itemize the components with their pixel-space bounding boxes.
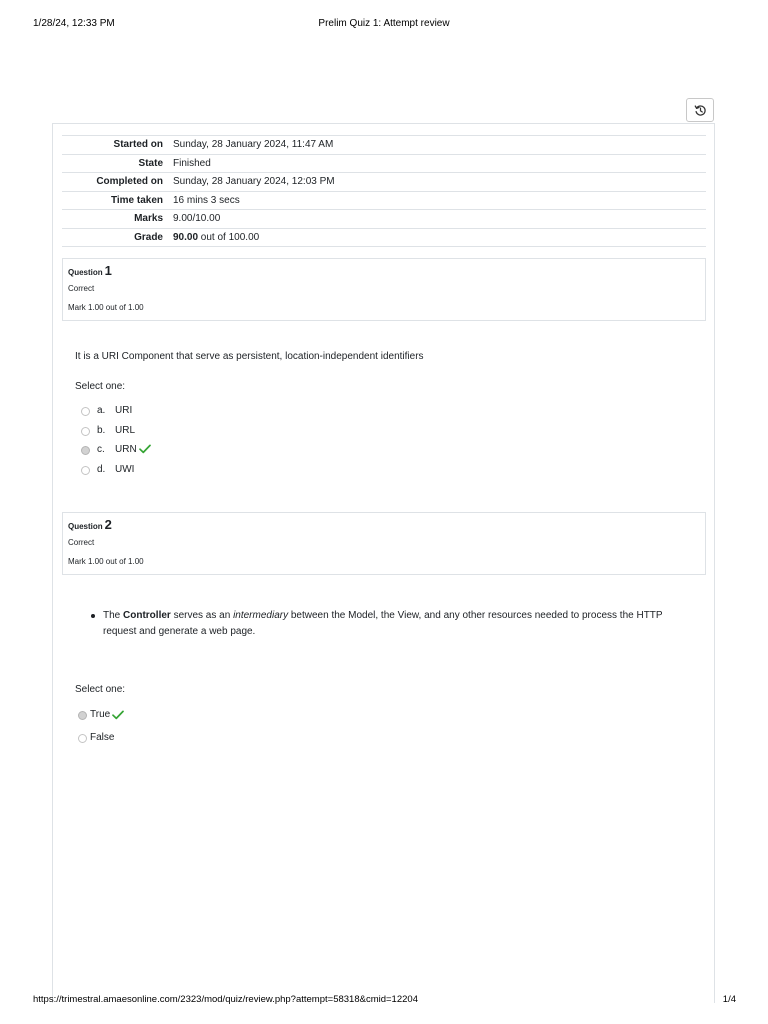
question-title	[68, 263, 112, 278]
answer-label: True	[90, 709, 111, 720]
print-page-number: 1/4	[722, 994, 736, 1005]
question-number: 2	[104, 517, 112, 532]
attempt-summary-table	[62, 135, 706, 247]
answer-label: UWI	[115, 464, 135, 475]
question-mark: Mark 1.00 out of 1.00	[68, 557, 144, 566]
answer-option-false[interactable]	[78, 731, 114, 745]
text-italic: intermediary	[233, 610, 289, 621]
print-url: https://trimestral.amaesonline.com/2323/mod/quiz/review.php?attempt=58318&cmid=12204	[33, 994, 418, 1005]
summary-value: Sunday, 28 January 2024, 12:03 PM	[173, 173, 706, 192]
answer-option-a[interactable]	[81, 404, 133, 418]
question-number: 1	[104, 263, 112, 278]
summary-label: Started on	[62, 136, 173, 155]
question-mark: Mark 1.00 out of 1.00	[68, 303, 144, 312]
text-part: The	[103, 610, 124, 621]
answer-label: URI	[115, 405, 133, 416]
summary-label: Completed on	[62, 173, 173, 192]
answer-letter: d.	[97, 464, 106, 475]
question-2-prompt: Select one:	[75, 684, 126, 695]
summary-row	[62, 154, 706, 173]
print-footer	[0, 994, 768, 1008]
question-title	[68, 517, 112, 532]
answer-radio[interactable]	[78, 734, 87, 743]
summary-row	[62, 136, 706, 155]
summary-label: Time taken	[62, 191, 173, 210]
history-icon	[694, 104, 707, 117]
text-part: serves as an	[170, 610, 234, 621]
summary-value: Sunday, 28 January 2024, 11:47 AM	[173, 136, 706, 155]
question-1-prompt: Select one:	[75, 381, 126, 392]
summary-row	[62, 173, 706, 192]
answer-radio[interactable]	[81, 466, 90, 475]
grade-value: 90.00	[173, 231, 199, 243]
question-title-prefix: Question	[68, 522, 103, 531]
answer-radio[interactable]	[81, 407, 90, 416]
answer-label: False	[90, 732, 115, 743]
print-datetime: 1/28/24, 12:33 PM	[33, 18, 115, 29]
bullet-dot	[91, 614, 95, 618]
answer-option-true[interactable]	[78, 708, 124, 722]
text-part: between the Model, the View, and any other resources needed to process the HTTP request and generate a web page.	[103, 610, 663, 637]
answer-letter: b.	[97, 425, 106, 436]
answer-label: URN	[115, 444, 137, 455]
question-state: Correct	[68, 538, 95, 547]
answer-radio[interactable]	[81, 427, 90, 436]
summary-row-grade	[62, 228, 706, 247]
answer-label: URL	[115, 425, 136, 436]
answer-letter: a.	[97, 405, 106, 416]
answer-radio-selected[interactable]	[78, 711, 87, 720]
print-header	[0, 18, 768, 32]
question-state: Correct	[68, 284, 95, 293]
answer-option-b[interactable]	[81, 424, 136, 438]
summary-label: Grade	[62, 228, 173, 247]
summary-label: State	[62, 154, 173, 173]
answer-label-wrap	[115, 443, 151, 457]
question-1-info	[62, 258, 706, 321]
summary-label: Marks	[62, 210, 173, 229]
summary-value: 16 mins 3 secs	[173, 191, 706, 210]
answer-option-d[interactable]	[81, 463, 135, 477]
question-title-prefix: Question	[68, 268, 103, 277]
answer-radio-selected[interactable]	[81, 446, 90, 455]
grade-value-cell	[173, 228, 706, 247]
summary-row	[62, 191, 706, 210]
check-icon	[139, 444, 151, 454]
history-button[interactable]	[686, 98, 714, 122]
print-page-title: Prelim Quiz 1: Attempt review	[318, 18, 450, 29]
question-1-text: It is a URI Component that serve as persistent, location-independent identifiers	[75, 351, 424, 362]
question-2-info	[62, 512, 706, 575]
grade-suffix: out of 100.00	[198, 231, 260, 243]
summary-value: Finished	[173, 154, 706, 173]
answer-option-c[interactable]	[81, 443, 137, 457]
summary-row	[62, 210, 706, 229]
check-icon	[112, 710, 124, 720]
answer-letter: c.	[97, 444, 105, 455]
text-bold: Controller	[123, 610, 171, 621]
summary-value: 9.00/10.00	[173, 210, 706, 229]
question-2-statement	[103, 608, 691, 640]
